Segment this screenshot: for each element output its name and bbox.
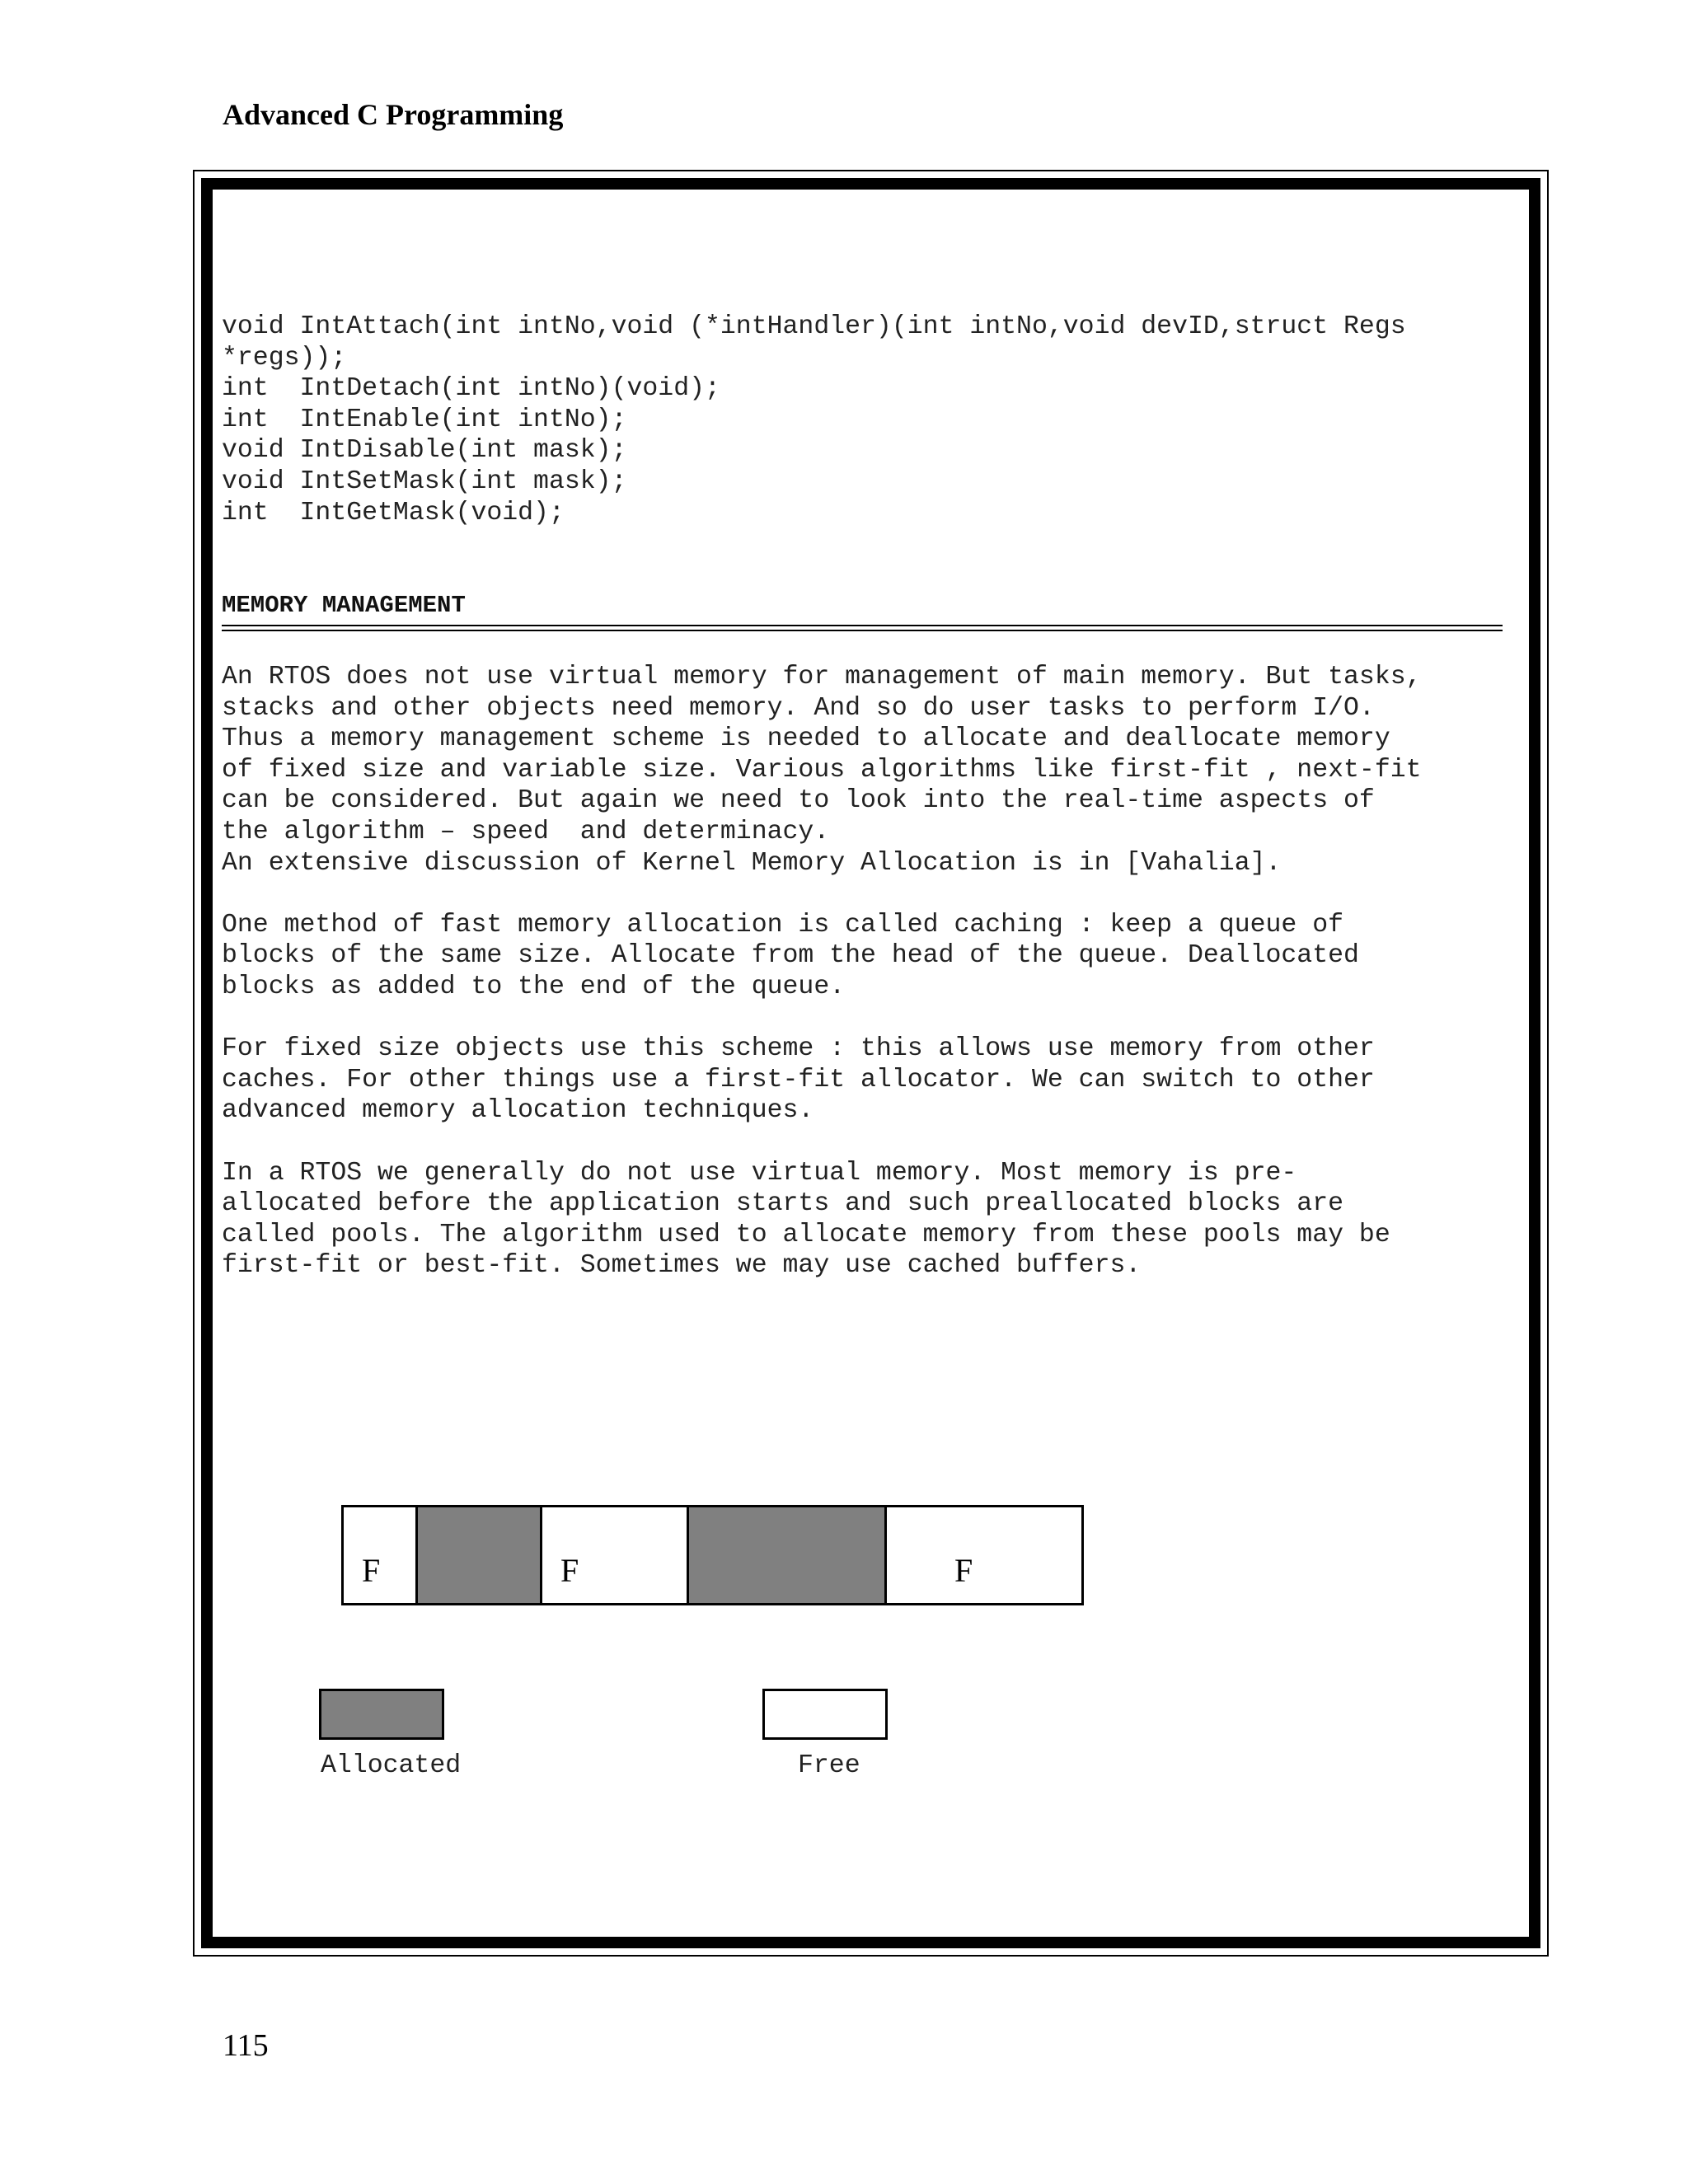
memory-block-allocated xyxy=(689,1507,887,1603)
code-line: void IntDisable(int mask); xyxy=(222,436,627,466)
text-line: of fixed size and variable size. Various algorithms like first-fit , next-fit xyxy=(222,755,1422,785)
text-line: allocated before the application starts and such preallocated blocks are xyxy=(222,1189,1344,1219)
text-line: blocks as added to the end of the queue. xyxy=(222,972,846,1001)
free-block-label: F xyxy=(362,1552,381,1589)
code-line: int IntDetach(int intNo)(void); xyxy=(222,374,720,404)
text-line: One method of fast memory allocation is called caching : keep a queue of xyxy=(222,910,1344,940)
legend-free-swatch xyxy=(762,1689,888,1740)
code-line: *regs)); xyxy=(222,343,347,373)
text-line: first-fit or best-fit. Sometimes we may use cached buffers. xyxy=(222,1251,1142,1281)
text-line: advanced memory allocation techniques. xyxy=(222,1096,814,1126)
paragraph xyxy=(222,910,1524,1003)
text-line: called pools. The algorithm used to allocate memory from these pools may be xyxy=(222,1220,1390,1249)
code-line: int IntGetMask(void); xyxy=(222,498,565,527)
code-line: int IntEnable(int intNo); xyxy=(222,405,627,434)
text-line: An extensive discussion of Kernel Memory Allocation is in [Vahalia]. xyxy=(222,848,1282,878)
memory-block-free xyxy=(344,1507,418,1603)
memory-pool-diagram xyxy=(341,1505,1084,1605)
code-listing xyxy=(222,312,1507,528)
paragraph xyxy=(222,1158,1524,1282)
text-line: For fixed size objects use this scheme : this allows use memory from other xyxy=(222,1034,1375,1064)
page-number: 115 xyxy=(223,2028,269,2063)
text-line: Thus a memory management scheme is needed to allocate and deallocate memory xyxy=(222,724,1390,754)
text-line: An RTOS does not use virtual memory for management of main memory. But tasks, xyxy=(222,663,1422,691)
memory-block-allocated xyxy=(418,1507,542,1603)
text-line: can be considered. But again we need to look into the real-time aspects of xyxy=(222,786,1375,816)
section-body xyxy=(222,662,1524,1312)
text-line: In a RTOS we generally do not use virtual memory. Most memory is pre- xyxy=(222,1158,1297,1188)
code-line: void IntSetMask(int mask); xyxy=(222,466,627,496)
free-block-label: F xyxy=(560,1552,579,1589)
paragraph xyxy=(222,1033,1524,1127)
legend-allocated-label: Allocated xyxy=(321,1751,462,1780)
text-line: caches. For other things use a first-fit allocator. We can switch to other xyxy=(222,1065,1375,1094)
code-line: void IntAttach(int intNo,void (*intHandler)(int intNo,void devID,struct Regs xyxy=(222,312,1406,341)
paragraph xyxy=(222,662,1524,879)
memory-block-free xyxy=(887,1507,1081,1603)
free-block-label: F xyxy=(954,1552,973,1589)
text-line: the algorithm – speed and determinacy. xyxy=(222,817,830,846)
text-line: stacks and other objects need memory. And so do user tasks to perform I/O. xyxy=(222,693,1375,723)
legend-free-label: Free xyxy=(798,1751,860,1780)
section-heading: MEMORY MANAGEMENT xyxy=(222,592,466,619)
heading-double-rule xyxy=(222,625,1503,631)
legend-allocated-swatch xyxy=(319,1689,444,1740)
running-header: Advanced C Programming xyxy=(223,98,564,131)
memory-block-free xyxy=(542,1507,689,1603)
text-line: blocks of the same size. Allocate from the head of the queue. Deallocated xyxy=(222,941,1359,971)
